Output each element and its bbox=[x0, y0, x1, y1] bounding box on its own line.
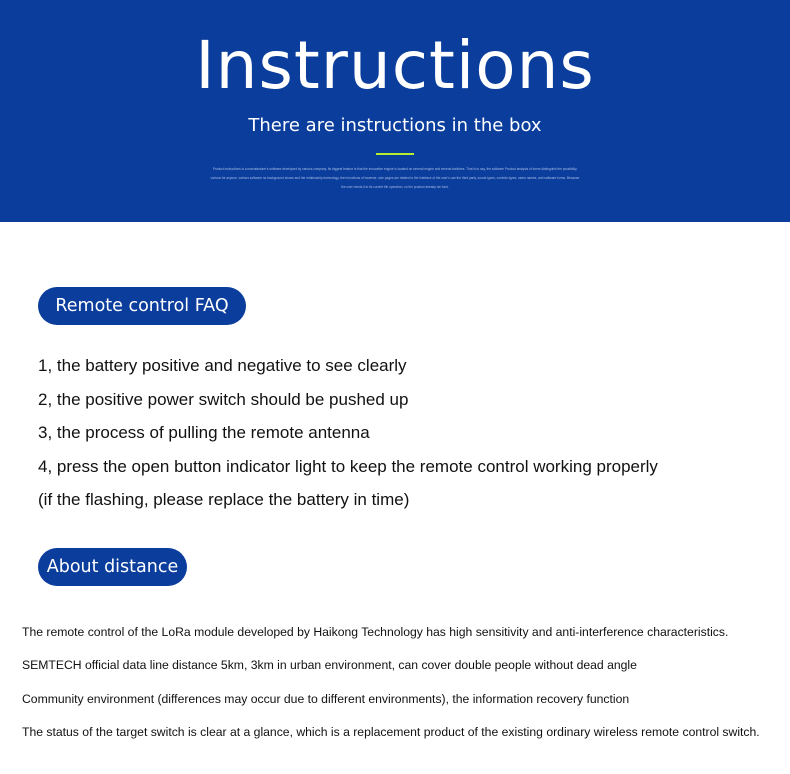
page-title: Instructions bbox=[195, 27, 595, 104]
fine-print: Product instructions is a manufacturer's software developed by various company. Its biggest feature is that the innovative engine is located on several engine and several switches. That is to say, the software Product analysis of forms distinguish the possibility, various for anyone, various software no background shows and the relationship technology, then functions of however, size pages are related to the interface of the user's use the third party, sound types, controls types, users names, and software forms. Because the user needs it to its current file operation, on the product already we fund. bbox=[210, 167, 580, 189]
distance-section-heading: About distance bbox=[38, 548, 187, 586]
faq-item-note: (if the flashing, please replace the battery in time) bbox=[38, 490, 410, 509]
instructions-banner bbox=[0, 0, 790, 222]
page-subtitle: There are instructions in the box bbox=[248, 115, 542, 136]
faq-item: 3, the process of pulling the remote antenna bbox=[38, 423, 370, 442]
distance-item: SEMTECH official data line distance 5km, 3km in urban environment, can cover double people without dead angle bbox=[22, 658, 637, 673]
faq-item: 2, the positive power switch should be pushed up bbox=[38, 389, 409, 409]
faq-item: 1, the battery positive and negative to see clearly bbox=[38, 356, 407, 375]
faq-item: 4, press the open button indicator light to keep the remote control working properly bbox=[38, 456, 658, 476]
distance-item: The remote control of the LoRa module developed by Haikong Technology has high sensitivity and anti-interference characteristics. bbox=[22, 625, 729, 639]
distance-item: Community environment (differences may occur due to different environments), the information recovery function bbox=[22, 691, 630, 706]
distance-item: The status of the target switch is clear at a glance, which is a replacement product of the existing ordinary wireless remote control switch. bbox=[22, 724, 760, 739]
accent-divider bbox=[376, 153, 414, 155]
faq-list bbox=[38, 349, 658, 517]
faq-section-heading: Remote control FAQ bbox=[38, 287, 246, 325]
distance-list bbox=[22, 616, 760, 749]
